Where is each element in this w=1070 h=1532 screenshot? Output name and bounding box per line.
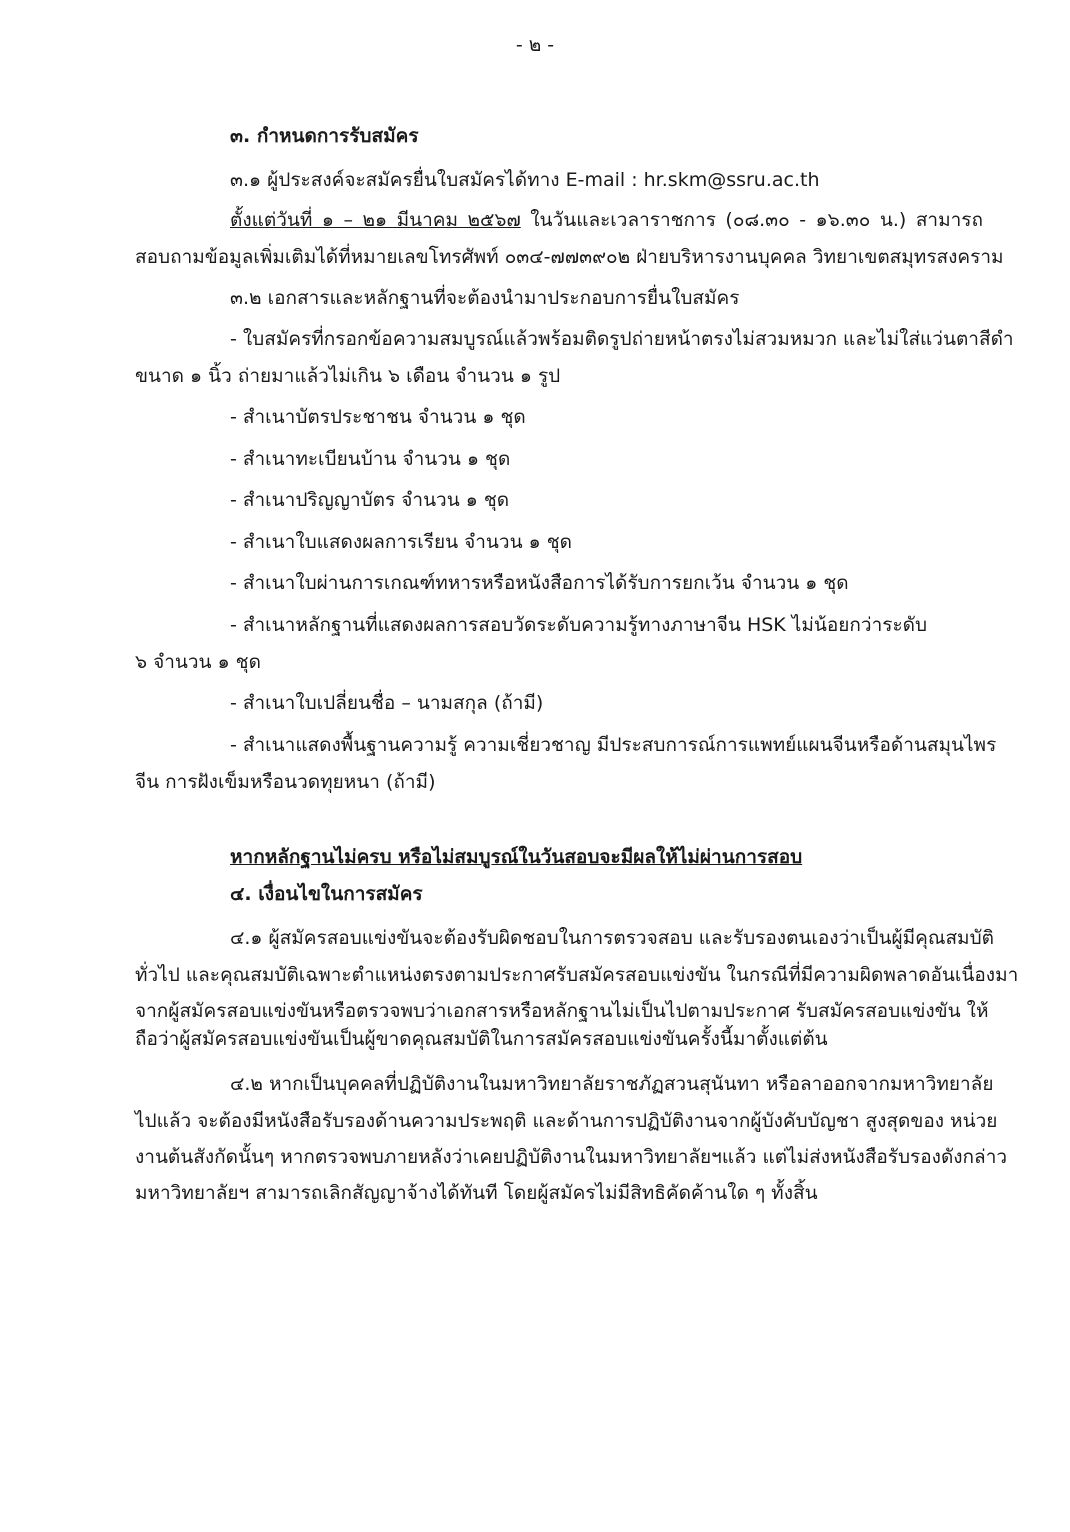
document-item-military: - สำเนาใบผ่านการเกณฑ์ทหารหรือหนังสือการได้รับการยกเว้น จำนวน ๑ ชุด <box>230 572 849 594</box>
document-item-hsk: - สำเนาหลักฐานที่แสดงผลการสอบวัดระดับความรู้ทางภาษาจีน HSK ไม่น้อยกว่าระดับ <box>230 614 928 636</box>
office-hours-text: ในวันและเวลาราชการ (๐๘.๓๐ - ๑๖.๓๐ น.) สามารถ <box>520 209 983 231</box>
section-3-2-paragraph: ๓.๒ เอกสารและหลักฐานที่จะต้องนำมาประกอบการยื่นใบสมัคร <box>230 287 740 309</box>
document-item-application-form-cont: ขนาด ๑ นิ้ว ถ่ายมาแล้วไม่เกิน ๖ เดือน จำนวน ๑ รูป <box>135 365 561 387</box>
section-4-2-line-2: ไปแล้ว จะต้องมีหนังสือรับรองด้านความประพฤติ และด้านการปฏิบัติงานจากผู้บังคับบัญชา สูงสุดของ หน่วย <box>135 1110 998 1132</box>
section-4-2-line-4: มหาวิทยาลัยฯ สามารถเลิกสัญญาจ้างได้ทันที โดยผู้สมัครไม่มีสิทธิคัดค้านใด ๆ ทั้งสิ้น <box>135 1182 818 1204</box>
document-item-transcript: - สำเนาใบแสดงผลการเรียน จำนวน ๑ ชุด <box>230 531 572 553</box>
section-4-2-line-3: งานต้นสังกัดนั้นๆ หากตรวจพบภายหลังว่าเคยปฏิบัติงานในมหาวิทยาลัยฯแล้ว แต่ไม่ส่งหนังสือรับรองดังกล่าว <box>135 1146 1008 1168</box>
document-item-application-form: - ใบสมัครที่กรอกข้อความสมบูรณ์แล้วพร้อมติดรูปถ่ายหน้าตรงไม่สวมหมวก และไม่ใส่แว่นตาสีดำ <box>230 328 1014 350</box>
application-period-line <box>230 206 983 234</box>
document-item-id-card: - สำเนาบัตรประชาชน จำนวน ๑ ชุด <box>230 406 526 428</box>
incomplete-documents-warning: หากหลักฐานไม่ครบ หรือไม่สมบูรณ์ในวันสอบจะมีผลให้ไม่ผ่านการสอบ <box>230 846 803 868</box>
document-item-house-registration: - สำเนาทะเบียนบ้าน จำนวน ๑ ชุด <box>230 448 511 470</box>
section-3-heading: ๓. กำหนดการรับสมัคร <box>230 125 419 147</box>
section-4-heading: ๔. เงื่อนไขในการสมัคร <box>230 883 423 905</box>
section-3-1-paragraph: ๓.๑ ผู้ประสงค์จะสมัครยื่นใบสมัครได้ทาง E-mail : hr.skm@ssru.ac.th <box>230 169 820 191</box>
document-item-hsk-cont: ๖ จำนวน ๑ ชุด <box>135 651 261 673</box>
document-item-tcm-experience: - สำเนาแสดงพื้นฐานความรู้ ความเชี่ยวชาญ มีประสบการณ์การแพทย์แผนจีนหรือด้านสมุนไพร <box>230 734 997 756</box>
document-item-name-change: - สำเนาใบเปลี่ยนชื่อ – นามสกุล (ถ้ามี) <box>230 692 544 714</box>
document-item-degree: - สำเนาปริญญาบัตร จำนวน ๑ ชุด <box>230 489 510 511</box>
page-number: - ๒ - <box>515 34 555 56</box>
section-4-1-line-4: ถือว่าผู้สมัครสอบแข่งขันเป็นผู้ขาดคุณสมบัติในการสมัครสอบแข่งขันครั้งนี้มาตั้งแต่ต้น <box>135 1028 828 1050</box>
section-4-2-line-1: ๔.๒ หากเป็นบุคคลที่ปฏิบัติงานในมหาวิทยาลัยราชภัฏสวนสุนันทา หรือลาออกจากมหาวิทยาลัย <box>230 1073 994 1095</box>
section-4-1-line-1: ๔.๑ ผู้สมัครสอบแข่งขันจะต้องรับผิดชอบในการตรวจสอบ และรับรองตนเองว่าเป็นผู้มีคุณสมบัติ <box>230 927 994 949</box>
section-4-1-line-2: ทั่วไป และคุณสมบัติเฉพาะตำแหน่งตรงตามประกาศรับสมัครสอบแข่งขัน ในกรณีที่มีความผิดพลาดอันเนื่องมา <box>135 964 1019 986</box>
contact-line: สอบถามข้อมูลเพิ่มเติมได้ที่หมายเลขโทรศัพท์ ๐๓๔-๗๗๓๙๐๒ ฝ่ายบริหารงานบุคคล วิทยาเขตสมุทรสงคราม <box>135 246 1004 268</box>
application-dates: ตั้งแต่วันที่ ๑ – ๒๑ มีนาคม ๒๕๖๗ <box>230 209 521 231</box>
section-4-1-line-3: จากผู้สมัครสอบแข่งขันหรือตรวจพบว่าเอกสารหรือหลักฐานไม่เป็นไปตามประกาศ รับสมัครสอบแข่งขัน ให้ <box>135 1000 989 1022</box>
document-item-tcm-experience-cont: จีน การฝังเข็มหรือนวดทุยหนา (ถ้ามี) <box>135 771 436 793</box>
